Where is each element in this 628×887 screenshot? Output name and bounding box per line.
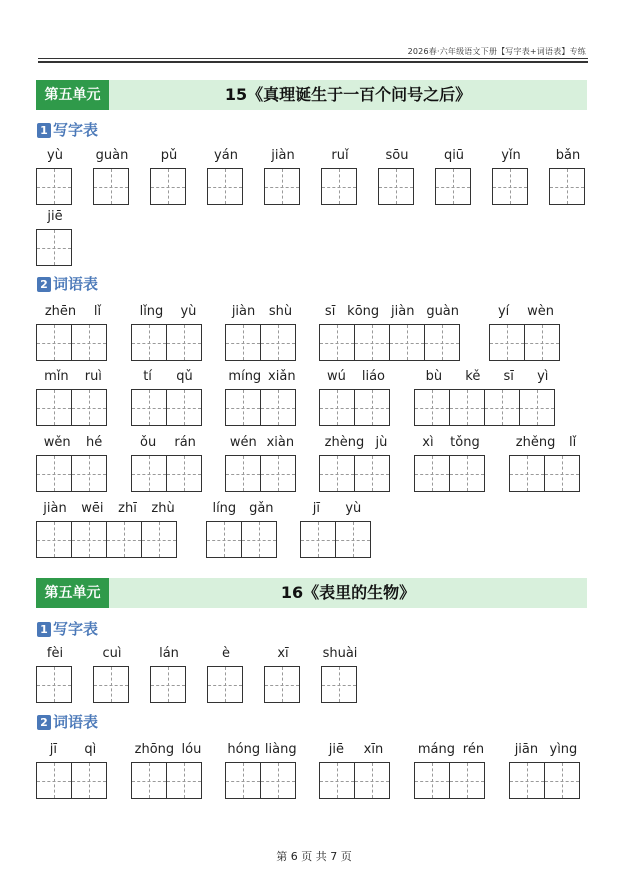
pinyin-syllable: xiàn (266, 435, 295, 450)
tianzige-box[interactable] (519, 389, 555, 426)
pinyin-item (264, 148, 302, 208)
tianzige-box[interactable] (489, 324, 525, 361)
pinyin-syllable: hé (86, 435, 103, 450)
header-rule (38, 58, 588, 59)
pinyin-syllable: mǐn (44, 369, 69, 384)
pinyin-syllable: jiàn (391, 304, 415, 319)
tianzige-box[interactable] (71, 521, 107, 558)
section-number-badge: 2 (37, 277, 51, 292)
pinyin-item (150, 148, 188, 208)
section-heading-write (37, 618, 98, 636)
tianzige-box[interactable] (449, 389, 485, 426)
writing-grid (36, 324, 107, 361)
tianzige-box[interactable] (264, 666, 300, 703)
pinyin-syllable: yù (345, 501, 362, 516)
writing-grid (36, 168, 72, 205)
writing-grid (509, 762, 580, 799)
tianzige-box[interactable] (166, 324, 202, 361)
tianzige-box[interactable] (131, 324, 167, 361)
unit-tag: 第五单元 (36, 80, 109, 110)
pinyin-label (36, 646, 74, 664)
pinyin-syllable: kōng (347, 304, 380, 319)
lesson-title: 16《表里的生物》 (280, 583, 416, 602)
pinyin-syllable: lǐ (93, 304, 102, 319)
tianzige-box[interactable] (225, 762, 261, 799)
section-label: 写字表 (53, 121, 99, 139)
tianzige-box[interactable] (260, 324, 296, 361)
tianzige-box[interactable] (36, 762, 72, 799)
pinyin-syllable: jiē (47, 209, 63, 224)
tianzige-box[interactable] (414, 762, 450, 799)
pinyin-syllable: bǎn (555, 148, 581, 163)
writing-grid (492, 168, 528, 205)
pinyin-syllable: jiàn (231, 304, 256, 319)
pinyin-item (36, 742, 110, 802)
pinyin-label (225, 304, 299, 322)
pinyin-label (319, 742, 393, 760)
tianzige-box[interactable] (354, 324, 390, 361)
pinyin-syllable: zhù (151, 501, 175, 516)
writing-grid (36, 455, 107, 492)
pinyin-syllable: xī (277, 646, 289, 661)
tianzige-box[interactable] (71, 455, 107, 492)
writing-grid (131, 324, 202, 361)
pinyin-item (36, 148, 74, 208)
tianzige-box[interactable] (241, 521, 277, 558)
pinyin-syllable: hóng (227, 742, 261, 757)
pinyin-label (489, 304, 563, 322)
pinyin-label (150, 148, 188, 166)
tianzige-box[interactable] (93, 168, 129, 205)
pinyin-syllable: jiàn (271, 148, 295, 163)
pinyin-item (414, 369, 560, 429)
pinyin-syllable: gǎn (249, 501, 274, 516)
section-label: 词语表 (53, 275, 99, 293)
pinyin-syllable: zhēn (44, 304, 77, 319)
pinyin-item (93, 148, 131, 208)
tianzige-box[interactable] (141, 521, 177, 558)
tianzige-box[interactable] (36, 455, 72, 492)
writing-grid (321, 666, 357, 703)
pinyin-label (378, 148, 416, 166)
pinyin-label (319, 435, 393, 453)
tianzige-box[interactable] (166, 389, 202, 426)
pinyin-label (206, 501, 280, 519)
pinyin-item (378, 148, 416, 208)
tianzige-box[interactable] (378, 168, 414, 205)
writing-grid (300, 521, 371, 558)
pinyin-item (414, 435, 488, 495)
pinyin-syllable: wēi (81, 501, 104, 516)
tianzige-box[interactable] (71, 389, 107, 426)
tianzige-box[interactable] (106, 521, 142, 558)
pinyin-syllable: jù (375, 435, 388, 450)
writing-grid (509, 455, 580, 492)
tianzige-box[interactable] (484, 389, 520, 426)
tianzige-box[interactable] (36, 666, 72, 703)
pinyin-syllable: lán (159, 646, 179, 661)
tianzige-box[interactable] (389, 324, 425, 361)
pinyin-item (300, 501, 374, 561)
section-number-badge: 2 (37, 715, 51, 730)
pinyin-label (93, 646, 131, 664)
tianzige-box[interactable] (321, 168, 357, 205)
section-heading-words (37, 711, 98, 729)
writing-grid (489, 324, 560, 361)
pinyin-syllable: líng (212, 501, 237, 516)
writing-grid (378, 168, 414, 205)
pinyin-label (131, 304, 205, 322)
tianzige-box[interactable] (93, 666, 129, 703)
pinyin-label (319, 304, 465, 322)
tianzige-box[interactable] (414, 389, 450, 426)
tianzige-box[interactable] (260, 455, 296, 492)
pinyin-item (36, 369, 110, 429)
pinyin-syllable: yìng (549, 742, 578, 757)
tianzige-box[interactable] (260, 389, 296, 426)
pinyin-syllable: míng (228, 369, 262, 384)
writing-grid (321, 168, 357, 205)
tianzige-box[interactable] (225, 455, 261, 492)
pinyin-syllable: liáo (361, 369, 385, 384)
tianzige-box[interactable] (264, 168, 300, 205)
writing-grid (225, 324, 296, 361)
pinyin-syllable: shuài (322, 646, 358, 661)
pinyin-syllable: zhī (118, 501, 137, 516)
section-number-badge: 1 (37, 622, 51, 637)
pinyin-syllable: tí (143, 369, 152, 384)
pinyin-item (319, 742, 393, 802)
tianzige-box[interactable] (36, 168, 72, 205)
pinyin-label (36, 304, 110, 322)
pinyin-syllable: liàng (264, 742, 297, 757)
writing-grid (319, 762, 390, 799)
pinyin-item (225, 742, 299, 802)
pinyin-syllable: guàn (95, 148, 129, 163)
tianzige-box[interactable] (354, 389, 390, 426)
pinyin-item (492, 148, 530, 208)
writing-grid (435, 168, 471, 205)
pinyin-syllable: ruǐ (331, 148, 349, 163)
pinyin-label (36, 369, 110, 387)
pinyin-label (150, 646, 188, 664)
pinyin-item (225, 369, 299, 429)
tianzige-box[interactable] (36, 324, 72, 361)
pinyin-syllable: zhōng (134, 742, 175, 757)
pinyin-label (36, 742, 110, 760)
lesson-title: 15《真理诞生于一百个问号之后》 (224, 85, 472, 104)
pinyin-item (93, 646, 131, 706)
pinyin-syllable: sī (324, 304, 336, 319)
pinyin-label (225, 369, 299, 387)
pinyin-item (435, 148, 473, 208)
tianzige-box[interactable] (544, 762, 580, 799)
tianzige-box[interactable] (449, 762, 485, 799)
pinyin-item (319, 369, 393, 429)
pinyin-label (549, 148, 587, 166)
pinyin-item (131, 742, 205, 802)
pinyin-syllable: yù (47, 148, 63, 163)
lesson-title-bar (36, 578, 587, 608)
header-text: 2026春·六年级语文下册【写字表+词语表】专练 (407, 47, 586, 56)
pinyin-item (549, 148, 587, 208)
tianzige-box[interactable] (71, 762, 107, 799)
pinyin-syllable: xì (422, 435, 434, 450)
tianzige-box[interactable] (206, 521, 242, 558)
pinyin-item (206, 501, 280, 561)
lesson-title-bar (36, 80, 587, 110)
tianzige-box[interactable] (492, 168, 528, 205)
writing-grid (225, 762, 296, 799)
pinyin-label (264, 646, 302, 664)
pinyin-label (36, 148, 74, 166)
pinyin-label (492, 148, 530, 166)
pinyin-item (319, 304, 465, 364)
pinyin-item (150, 646, 188, 706)
pinyin-syllable: sōu (385, 148, 409, 163)
pinyin-syllable: zhěng (515, 435, 556, 450)
pinyin-label (131, 369, 205, 387)
writing-grid (93, 168, 129, 205)
pinyin-syllable: qì (84, 742, 97, 757)
pinyin-syllable: jī (312, 501, 320, 516)
tianzige-box[interactable] (36, 389, 72, 426)
pinyin-syllable: yì (537, 369, 549, 384)
tianzige-box[interactable] (449, 455, 485, 492)
pinyin-syllable: wèn (527, 304, 555, 319)
pinyin-syllable: lǐng (139, 304, 164, 319)
pinyin-syllable: cuì (102, 646, 122, 661)
pinyin-label (36, 501, 182, 519)
pinyin-label (414, 742, 488, 760)
tianzige-box[interactable] (319, 389, 355, 426)
pinyin-label (207, 646, 245, 664)
pinyin-syllable: yí (497, 304, 510, 319)
writing-grid (549, 168, 585, 205)
pinyin-syllable: kě (465, 369, 481, 384)
pinyin-item (321, 148, 359, 208)
pinyin-syllable: fèi (46, 646, 64, 661)
pinyin-syllable: rán (174, 435, 196, 450)
pinyin-label (207, 148, 245, 166)
tianzige-box[interactable] (131, 762, 167, 799)
tianzige-box[interactable] (435, 168, 471, 205)
tianzige-box[interactable] (414, 455, 450, 492)
pinyin-syllable: pǔ (160, 148, 178, 163)
pinyin-syllable: bù (425, 369, 443, 384)
pinyin-label (414, 435, 488, 453)
pinyin-item (489, 304, 563, 364)
pinyin-label (36, 435, 110, 453)
tianzige-box[interactable] (131, 389, 167, 426)
tianzige-box[interactable] (71, 324, 107, 361)
pinyin-syllable: zhèng (324, 435, 365, 450)
writing-grid (264, 168, 300, 205)
pinyin-item (509, 435, 583, 495)
pinyin-syllable: máng (417, 742, 456, 757)
pinyin-syllable: yǐn (501, 148, 521, 163)
pinyin-syllable: ruì (84, 369, 102, 384)
tianzige-box[interactable] (166, 455, 202, 492)
pinyin-item (36, 209, 74, 269)
pinyin-syllable: shù (268, 304, 293, 319)
pinyin-item (264, 646, 302, 706)
section-label: 写字表 (53, 620, 99, 638)
tianzige-box[interactable] (319, 455, 355, 492)
pinyin-item (131, 435, 205, 495)
tianzige-box[interactable] (424, 324, 460, 361)
tianzige-box[interactable] (225, 389, 261, 426)
pinyin-label (319, 369, 393, 387)
pinyin-item (36, 501, 182, 561)
writing-grid (414, 389, 555, 426)
writing-grid (207, 168, 243, 205)
pinyin-label (131, 742, 205, 760)
writing-grid (225, 455, 296, 492)
pinyin-label (225, 742, 299, 760)
tianzige-box[interactable] (524, 324, 560, 361)
section-number-badge: 1 (37, 123, 51, 138)
pinyin-syllable: tǒng (450, 435, 480, 450)
writing-grid (93, 666, 129, 703)
pinyin-syllable: guàn (426, 304, 460, 319)
pinyin-syllable: ǒu (140, 435, 157, 450)
writing-grid (36, 229, 72, 266)
pinyin-syllable: jiàn (43, 501, 67, 516)
pinyin-item (131, 369, 205, 429)
section-heading-words (37, 273, 98, 291)
pinyin-item (36, 435, 110, 495)
tianzige-box[interactable] (354, 762, 390, 799)
writing-grid (150, 666, 186, 703)
writing-grid (414, 762, 485, 799)
writing-grid (150, 168, 186, 205)
header-rule (38, 61, 588, 63)
section-label: 词语表 (53, 713, 99, 731)
tianzige-box[interactable] (319, 762, 355, 799)
writing-grid (206, 521, 277, 558)
pinyin-syllable: jiān (514, 742, 539, 757)
pinyin-label (36, 209, 74, 227)
pinyin-item (319, 435, 393, 495)
pinyin-label (93, 148, 131, 166)
tianzige-box[interactable] (36, 521, 72, 558)
pinyin-label (264, 148, 302, 166)
writing-grid (319, 455, 390, 492)
pinyin-syllable: wěn (43, 435, 71, 450)
writing-grid (36, 762, 107, 799)
tianzige-box[interactable] (166, 762, 202, 799)
pinyin-syllable: xiǎn (268, 369, 296, 384)
writing-grid (414, 455, 485, 492)
pinyin-label (225, 435, 299, 453)
page-footer: 第 6 页 共 7 页 (276, 850, 352, 863)
pinyin-label (509, 742, 583, 760)
writing-grid (36, 389, 107, 426)
section-heading-write (37, 119, 98, 137)
tianzige-box[interactable] (225, 324, 261, 361)
pinyin-label (321, 646, 359, 664)
tianzige-box[interactable] (300, 521, 336, 558)
writing-grid (36, 521, 177, 558)
pinyin-label (414, 369, 560, 387)
pinyin-syllable: xīn (363, 742, 384, 757)
pinyin-item (207, 646, 245, 706)
writing-grid (131, 762, 202, 799)
pinyin-item (207, 148, 245, 208)
pinyin-label (321, 148, 359, 166)
pinyin-syllable: wén (229, 435, 257, 450)
pinyin-syllable: sī (503, 369, 514, 384)
writing-grid (131, 389, 202, 426)
tianzige-box[interactable] (150, 666, 186, 703)
tianzige-box[interactable] (207, 666, 243, 703)
tianzige-box[interactable] (335, 521, 371, 558)
pinyin-syllable: è (222, 646, 230, 661)
tianzige-box[interactable] (354, 455, 390, 492)
tianzige-box[interactable] (260, 762, 296, 799)
pinyin-item (225, 435, 299, 495)
pinyin-label (509, 435, 583, 453)
pinyin-syllable: jiē (328, 742, 345, 757)
pinyin-label (435, 148, 473, 166)
tianzige-box[interactable] (321, 666, 357, 703)
pinyin-syllable: lóu (181, 742, 202, 757)
tianzige-box[interactable] (509, 455, 545, 492)
pinyin-item (131, 304, 205, 364)
tianzige-box[interactable] (131, 455, 167, 492)
pinyin-item (509, 742, 583, 802)
tianzige-box[interactable] (549, 168, 585, 205)
writing-grid (319, 324, 460, 361)
pinyin-label (300, 501, 374, 519)
writing-grid (225, 389, 296, 426)
pinyin-item (321, 646, 359, 706)
pinyin-syllable: jī (49, 742, 57, 757)
pinyin-syllable: qǔ (176, 369, 193, 384)
tianzige-box[interactable] (544, 455, 580, 492)
pinyin-label (131, 435, 205, 453)
pinyin-syllable: rén (462, 742, 485, 757)
pinyin-item (36, 646, 74, 706)
pinyin-syllable: lǐ (568, 435, 577, 450)
pinyin-syllable: yán (214, 148, 238, 163)
tianzige-box[interactable] (207, 168, 243, 205)
pinyin-syllable: wú (326, 369, 346, 384)
writing-grid (319, 389, 390, 426)
pinyin-syllable: qiū (443, 148, 465, 163)
pinyin-syllable: yù (180, 304, 197, 319)
writing-grid (207, 666, 243, 703)
writing-grid (264, 666, 300, 703)
unit-tag: 第五单元 (36, 578, 109, 608)
tianzige-box[interactable] (319, 324, 355, 361)
pinyin-item (36, 304, 110, 364)
writing-grid (131, 455, 202, 492)
pinyin-item (225, 304, 299, 364)
pinyin-item (414, 742, 488, 802)
writing-grid (36, 666, 72, 703)
tianzige-box[interactable] (509, 762, 545, 799)
tianzige-box[interactable] (150, 168, 186, 205)
tianzige-box[interactable] (36, 229, 72, 266)
